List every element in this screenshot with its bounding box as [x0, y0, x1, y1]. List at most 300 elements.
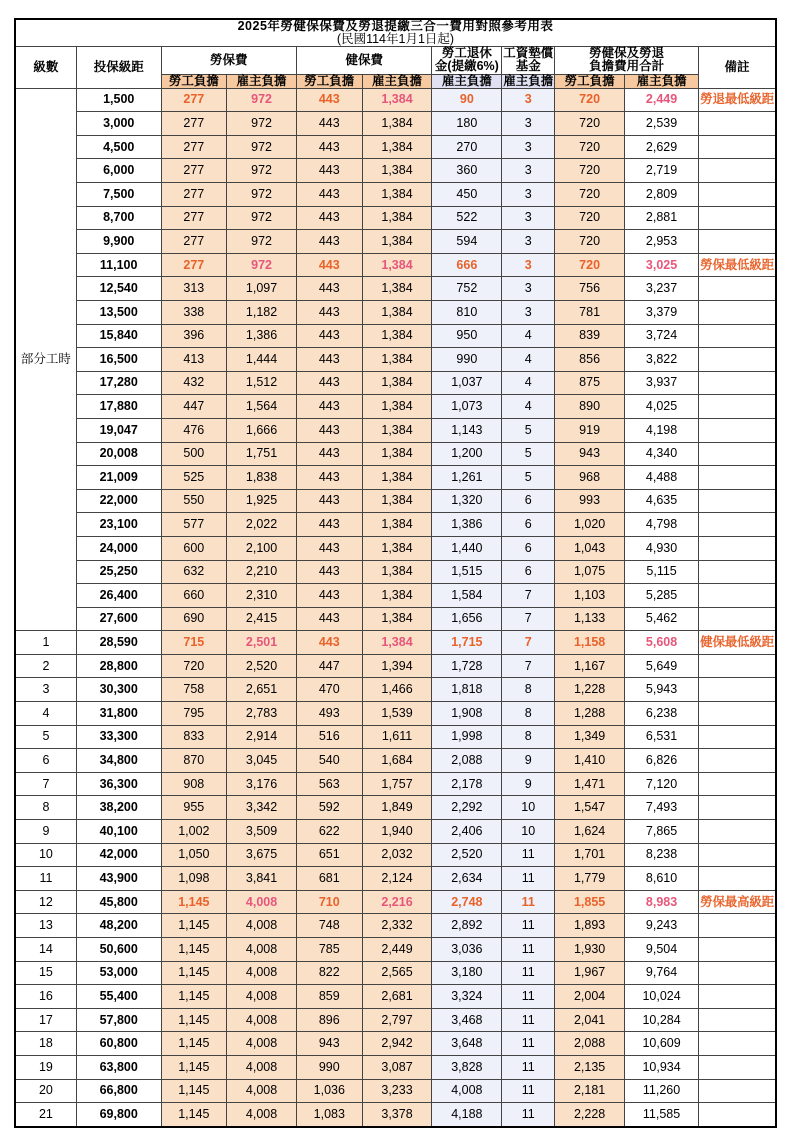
cell-health-ins-employer: 1,384 — [362, 112, 432, 136]
cell-total-employee: 2,135 — [555, 1055, 625, 1079]
cell-labor-ins-employer: 4,008 — [227, 1079, 297, 1103]
cell-labor-ins-employer: 4,008 — [227, 938, 297, 962]
wage-line-1: 工資墊償 — [503, 46, 554, 61]
cell-remark — [699, 348, 776, 372]
cell-health-ins-employer: 1,384 — [362, 135, 432, 159]
col-header-health-insurance: 健保費 — [296, 47, 431, 74]
table-row — [15, 961, 776, 985]
cell-remark — [699, 159, 776, 183]
cell-labor-ins-employee: 632 — [161, 560, 227, 584]
cell-total-employer: 7,865 — [625, 820, 699, 844]
cell-labor-ins-employer: 4,008 — [227, 890, 297, 914]
cell-bracket: 1,500 — [76, 88, 161, 112]
cell-health-ins-employee: 493 — [296, 702, 362, 726]
cell-labor-ins-employee: 413 — [161, 348, 227, 372]
cell-labor-ins-employer: 2,783 — [227, 702, 297, 726]
cell-health-ins-employer: 1,384 — [362, 348, 432, 372]
cell-total-employee: 1,893 — [555, 914, 625, 938]
cell-bracket: 28,800 — [76, 654, 161, 678]
table-row — [15, 796, 776, 820]
cell-total-employer: 9,243 — [625, 914, 699, 938]
cell-labor-ins-employer: 1,838 — [227, 466, 297, 490]
cell-total-employee: 720 — [555, 230, 625, 254]
cell-health-ins-employer: 2,565 — [362, 961, 432, 985]
cell-labor-ins-employee: 1,145 — [161, 938, 227, 962]
cell-total-employer: 9,764 — [625, 961, 699, 985]
cell-remark — [699, 702, 776, 726]
cell-pension-employer: 3,828 — [432, 1055, 502, 1079]
cell-bracket: 45,800 — [76, 890, 161, 914]
cell-bracket: 31,800 — [76, 702, 161, 726]
cell-total-employee: 2,004 — [555, 985, 625, 1009]
table-row — [15, 466, 776, 490]
cell-labor-ins-employer: 3,841 — [227, 867, 297, 891]
cell-labor-ins-employee: 1,002 — [161, 820, 227, 844]
cell-pension-employer: 1,715 — [432, 631, 502, 655]
cell-health-ins-employee: 443 — [296, 489, 362, 513]
cell-remark — [699, 1055, 776, 1079]
cell-labor-ins-employer: 4,008 — [227, 914, 297, 938]
cell-labor-ins-employer: 972 — [227, 183, 297, 207]
subheader-total-employee: 勞工負擔 — [555, 74, 625, 88]
cell-health-ins-employee: 443 — [296, 371, 362, 395]
cell-health-ins-employee: 443 — [296, 300, 362, 324]
cell-total-employer: 4,198 — [625, 418, 699, 442]
cell-wage-fund-employer: 3 — [502, 183, 555, 207]
doc-title: 2025年勞健保保費及勞退提繳三合一費用對照參考用表 — [237, 19, 554, 33]
cell-labor-ins-employer: 1,097 — [227, 277, 297, 301]
cell-pension-employer: 1,656 — [432, 607, 502, 631]
pension-line-1: 勞工退休 — [441, 46, 492, 61]
col-header-pension — [432, 47, 502, 74]
cell-bracket: 9,900 — [76, 230, 161, 254]
cell-bracket: 66,800 — [76, 1079, 161, 1103]
cell-labor-ins-employee: 1,145 — [161, 961, 227, 985]
doc-subtitle: (民國114年1月1日起) — [336, 32, 455, 47]
cell-total-employee: 1,228 — [555, 678, 625, 702]
cell-remark — [699, 206, 776, 230]
cell-health-ins-employee: 822 — [296, 961, 362, 985]
cell-health-ins-employee: 443 — [296, 112, 362, 136]
cell-labor-ins-employee: 955 — [161, 796, 227, 820]
cell-remark — [699, 300, 776, 324]
table-body — [15, 88, 776, 1127]
cell-health-ins-employee: 785 — [296, 938, 362, 962]
cell-labor-ins-employer: 2,022 — [227, 513, 297, 537]
cell-bracket: 19,047 — [76, 418, 161, 442]
cell-total-employee: 943 — [555, 442, 625, 466]
cell-health-ins-employee: 443 — [296, 159, 362, 183]
cell-bracket: 36,300 — [76, 772, 161, 796]
table-row — [15, 1055, 776, 1079]
cell-health-ins-employer: 2,332 — [362, 914, 432, 938]
cell-labor-ins-employer: 2,651 — [227, 678, 297, 702]
cell-pension-employer: 990 — [432, 348, 502, 372]
cell-grade: 8 — [15, 796, 76, 820]
cell-total-employer: 11,260 — [625, 1079, 699, 1103]
table-row — [15, 607, 776, 631]
table-row — [15, 890, 776, 914]
col-header-grade: 級數 — [15, 47, 76, 88]
cell-grade: 20 — [15, 1079, 76, 1103]
cell-health-ins-employee: 859 — [296, 985, 362, 1009]
cell-labor-ins-employee: 600 — [161, 536, 227, 560]
cell-bracket: 48,200 — [76, 914, 161, 938]
cell-total-employer: 4,635 — [625, 489, 699, 513]
cell-remark — [699, 654, 776, 678]
cell-remark — [699, 183, 776, 207]
cell-total-employee: 1,158 — [555, 631, 625, 655]
cell-labor-ins-employer: 4,008 — [227, 1103, 297, 1127]
cell-labor-ins-employer: 2,914 — [227, 725, 297, 749]
cell-bracket: 57,800 — [76, 1008, 161, 1032]
cell-pension-employer: 1,386 — [432, 513, 502, 537]
cell-pension-employer: 1,998 — [432, 725, 502, 749]
cell-health-ins-employee: 896 — [296, 1008, 362, 1032]
table-row — [15, 702, 776, 726]
table-row — [15, 867, 776, 891]
cell-health-ins-employer: 2,032 — [362, 843, 432, 867]
cell-labor-ins-employee: 447 — [161, 395, 227, 419]
cell-health-ins-employee: 443 — [296, 607, 362, 631]
cell-health-ins-employee: 443 — [296, 536, 362, 560]
cell-bracket: 50,600 — [76, 938, 161, 962]
cell-pension-employer: 1,200 — [432, 442, 502, 466]
cell-pension-employer: 270 — [432, 135, 502, 159]
cell-labor-ins-employee: 277 — [161, 135, 227, 159]
cell-health-ins-employee: 748 — [296, 914, 362, 938]
cell-health-ins-employer: 1,466 — [362, 678, 432, 702]
cell-pension-employer: 1,037 — [432, 371, 502, 395]
cell-labor-ins-employee: 660 — [161, 584, 227, 608]
cell-total-employee: 1,133 — [555, 607, 625, 631]
cell-wage-fund-employer: 3 — [502, 135, 555, 159]
premium-reference-table — [14, 18, 777, 1128]
cell-pension-employer: 90 — [432, 88, 502, 112]
cell-health-ins-employer: 1,384 — [362, 607, 432, 631]
col-header-wage-fund — [502, 47, 555, 74]
cell-grade: 4 — [15, 702, 76, 726]
cell-remark — [699, 324, 776, 348]
cell-wage-fund-employer: 11 — [502, 961, 555, 985]
cell-health-ins-employer: 1,684 — [362, 749, 432, 773]
cell-pension-employer: 1,143 — [432, 418, 502, 442]
cell-bracket: 24,000 — [76, 536, 161, 560]
table-row — [15, 88, 776, 112]
table-row — [15, 418, 776, 442]
header-row-1 — [15, 47, 776, 74]
table-row — [15, 371, 776, 395]
cell-health-ins-employer: 1,384 — [362, 324, 432, 348]
cell-pension-employer: 3,180 — [432, 961, 502, 985]
cell-remark — [699, 985, 776, 1009]
cell-wage-fund-employer: 3 — [502, 88, 555, 112]
cell-health-ins-employer: 1,384 — [362, 88, 432, 112]
cell-bracket: 33,300 — [76, 725, 161, 749]
cell-total-employee: 720 — [555, 112, 625, 136]
cell-total-employer: 6,826 — [625, 749, 699, 773]
cell-wage-fund-employer: 7 — [502, 631, 555, 655]
cell-wage-fund-employer: 3 — [502, 112, 555, 136]
cell-remark — [699, 914, 776, 938]
cell-health-ins-employee: 443 — [296, 183, 362, 207]
cell-labor-ins-employer: 1,751 — [227, 442, 297, 466]
cell-health-ins-employer: 1,384 — [362, 230, 432, 254]
cell-total-employer: 2,629 — [625, 135, 699, 159]
cell-remark — [699, 1079, 776, 1103]
cell-grade: 21 — [15, 1103, 76, 1127]
cell-health-ins-employee: 443 — [296, 348, 362, 372]
cell-health-ins-employer: 1,384 — [362, 631, 432, 655]
cell-grade: 3 — [15, 678, 76, 702]
cell-wage-fund-employer: 5 — [502, 442, 555, 466]
table-row — [15, 914, 776, 938]
cell-remark — [699, 135, 776, 159]
cell-labor-ins-employer: 1,182 — [227, 300, 297, 324]
cell-remark — [699, 725, 776, 749]
cell-bracket: 23,100 — [76, 513, 161, 537]
cell-health-ins-employee: 516 — [296, 725, 362, 749]
cell-pension-employer: 2,088 — [432, 749, 502, 773]
table-row — [15, 938, 776, 962]
cell-health-ins-employer: 1,384 — [362, 442, 432, 466]
cell-total-employer: 4,930 — [625, 536, 699, 560]
cell-grade: 16 — [15, 985, 76, 1009]
cell-total-employee: 2,041 — [555, 1008, 625, 1032]
cell-total-employee: 2,181 — [555, 1079, 625, 1103]
cell-wage-fund-employer: 6 — [502, 560, 555, 584]
cell-pension-employer: 2,292 — [432, 796, 502, 820]
cell-health-ins-employer: 2,797 — [362, 1008, 432, 1032]
part-time-label: 部分工時 — [15, 88, 76, 631]
cell-health-ins-employee: 443 — [296, 466, 362, 490]
cell-grade: 1 — [15, 631, 76, 655]
cell-total-employer: 11,585 — [625, 1103, 699, 1127]
cell-health-ins-employee: 470 — [296, 678, 362, 702]
cell-health-ins-employer: 1,384 — [362, 584, 432, 608]
cell-labor-ins-employee: 833 — [161, 725, 227, 749]
cell-wage-fund-employer: 10 — [502, 820, 555, 844]
cell-labor-ins-employer: 1,386 — [227, 324, 297, 348]
cell-bracket: 63,800 — [76, 1055, 161, 1079]
cell-health-ins-employer: 1,384 — [362, 183, 432, 207]
cell-remark — [699, 678, 776, 702]
cell-grade: 19 — [15, 1055, 76, 1079]
cell-total-employer: 4,340 — [625, 442, 699, 466]
cell-labor-ins-employee: 277 — [161, 183, 227, 207]
table-row — [15, 206, 776, 230]
cell-health-ins-employer: 2,681 — [362, 985, 432, 1009]
cell-total-employer: 3,724 — [625, 324, 699, 348]
cell-wage-fund-employer: 6 — [502, 536, 555, 560]
cell-grade: 13 — [15, 914, 76, 938]
cell-labor-ins-employee: 476 — [161, 418, 227, 442]
cell-labor-ins-employer: 2,520 — [227, 654, 297, 678]
cell-wage-fund-employer: 6 — [502, 489, 555, 513]
total-line-2: 負擔費用合計 — [589, 59, 665, 74]
cell-remark — [699, 395, 776, 419]
cell-wage-fund-employer: 10 — [502, 796, 555, 820]
cell-labor-ins-employee: 690 — [161, 607, 227, 631]
cell-health-ins-employer: 1,384 — [362, 159, 432, 183]
cell-health-ins-employer: 1,394 — [362, 654, 432, 678]
cell-pension-employer: 1,440 — [432, 536, 502, 560]
table-row — [15, 985, 776, 1009]
subheader-total-employer: 雇主負擔 — [625, 74, 699, 88]
cell-bracket: 4,500 — [76, 135, 161, 159]
cell-labor-ins-employer: 3,675 — [227, 843, 297, 867]
cell-total-employer: 2,719 — [625, 159, 699, 183]
cell-wage-fund-employer: 4 — [502, 324, 555, 348]
cell-total-employee: 720 — [555, 206, 625, 230]
cell-total-employee: 1,471 — [555, 772, 625, 796]
cell-pension-employer: 3,648 — [432, 1032, 502, 1056]
table-row — [15, 230, 776, 254]
cell-grade: 7 — [15, 772, 76, 796]
cell-total-employee: 1,410 — [555, 749, 625, 773]
table-row — [15, 489, 776, 513]
subheader-labor-ins-employee: 勞工負擔 — [161, 74, 227, 88]
cell-labor-ins-employee: 1,145 — [161, 1055, 227, 1079]
cell-labor-ins-employer: 2,100 — [227, 536, 297, 560]
cell-total-employer: 5,649 — [625, 654, 699, 678]
table-row — [15, 584, 776, 608]
cell-total-employee: 890 — [555, 395, 625, 419]
cell-total-employer: 8,238 — [625, 843, 699, 867]
cell-health-ins-employer: 1,384 — [362, 253, 432, 277]
cell-pension-employer: 180 — [432, 112, 502, 136]
cell-grade: 10 — [15, 843, 76, 867]
table-row — [15, 395, 776, 419]
cell-labor-ins-employee: 277 — [161, 112, 227, 136]
table-row — [15, 513, 776, 537]
cell-health-ins-employer: 1,611 — [362, 725, 432, 749]
cell-grade: 9 — [15, 820, 76, 844]
cell-labor-ins-employee: 277 — [161, 206, 227, 230]
cell-total-employee: 1,020 — [555, 513, 625, 537]
cell-health-ins-employer: 1,384 — [362, 300, 432, 324]
cell-pension-employer: 2,748 — [432, 890, 502, 914]
cell-total-employee: 1,967 — [555, 961, 625, 985]
cell-total-employer: 7,120 — [625, 772, 699, 796]
cell-labor-ins-employee: 758 — [161, 678, 227, 702]
table-row — [15, 772, 776, 796]
cell-bracket: 40,100 — [76, 820, 161, 844]
cell-labor-ins-employee: 870 — [161, 749, 227, 773]
cell-wage-fund-employer: 5 — [502, 418, 555, 442]
cell-remark — [699, 418, 776, 442]
cell-bracket: 26,400 — [76, 584, 161, 608]
cell-total-employer: 8,983 — [625, 890, 699, 914]
col-header-labor-insurance: 勞保費 — [161, 47, 296, 74]
cell-total-employer: 4,488 — [625, 466, 699, 490]
cell-health-ins-employer: 2,449 — [362, 938, 432, 962]
subtitle-row — [15, 33, 776, 47]
cell-health-ins-employer: 1,940 — [362, 820, 432, 844]
cell-labor-ins-employee: 313 — [161, 277, 227, 301]
cell-pension-employer: 594 — [432, 230, 502, 254]
cell-remark — [699, 536, 776, 560]
cell-labor-ins-employee: 1,145 — [161, 1008, 227, 1032]
cell-bracket: 7,500 — [76, 183, 161, 207]
wage-line-2: 基金 — [515, 59, 541, 74]
cell-bracket: 38,200 — [76, 796, 161, 820]
cell-labor-ins-employer: 3,176 — [227, 772, 297, 796]
cell-wage-fund-employer: 7 — [502, 607, 555, 631]
cell-labor-ins-employer: 1,925 — [227, 489, 297, 513]
cell-labor-ins-employer: 972 — [227, 159, 297, 183]
table-row — [15, 560, 776, 584]
cell-labor-ins-employee: 338 — [161, 300, 227, 324]
cell-total-employer: 7,493 — [625, 796, 699, 820]
cell-total-employer: 8,610 — [625, 867, 699, 891]
cell-total-employer: 10,024 — [625, 985, 699, 1009]
cell-bracket: 25,250 — [76, 560, 161, 584]
cell-health-ins-employee: 443 — [296, 88, 362, 112]
cell-wage-fund-employer: 4 — [502, 348, 555, 372]
table-row — [15, 1032, 776, 1056]
cell-remark — [699, 867, 776, 891]
cell-total-employer: 4,798 — [625, 513, 699, 537]
cell-health-ins-employer: 1,384 — [362, 466, 432, 490]
cell-pension-employer: 1,073 — [432, 395, 502, 419]
cell-remark: 勞退最低級距 — [699, 88, 776, 112]
cell-labor-ins-employer: 972 — [227, 230, 297, 254]
cell-bracket: 15,840 — [76, 324, 161, 348]
cell-pension-employer: 2,178 — [432, 772, 502, 796]
cell-remark — [699, 560, 776, 584]
cell-labor-ins-employer: 972 — [227, 206, 297, 230]
cell-labor-ins-employee: 525 — [161, 466, 227, 490]
cell-health-ins-employer: 2,216 — [362, 890, 432, 914]
table-row — [15, 843, 776, 867]
cell-total-employee: 1,349 — [555, 725, 625, 749]
cell-remark — [699, 442, 776, 466]
subheader-labor-ins-employer: 雇主負擔 — [227, 74, 297, 88]
cell-wage-fund-employer: 11 — [502, 1079, 555, 1103]
subheader-health-ins-employee: 勞工負擔 — [296, 74, 362, 88]
cell-wage-fund-employer: 3 — [502, 277, 555, 301]
cell-wage-fund-employer: 9 — [502, 749, 555, 773]
cell-total-employer: 10,284 — [625, 1008, 699, 1032]
cell-health-ins-employee: 681 — [296, 867, 362, 891]
cell-health-ins-employer: 2,124 — [362, 867, 432, 891]
table-row — [15, 442, 776, 466]
cell-health-ins-employer: 1,384 — [362, 418, 432, 442]
cell-health-ins-employee: 651 — [296, 843, 362, 867]
cell-pension-employer: 1,728 — [432, 654, 502, 678]
cell-health-ins-employee: 540 — [296, 749, 362, 773]
cell-labor-ins-employer: 3,342 — [227, 796, 297, 820]
cell-labor-ins-employer: 2,310 — [227, 584, 297, 608]
cell-grade: 15 — [15, 961, 76, 985]
table-row — [15, 159, 776, 183]
cell-pension-employer: 1,908 — [432, 702, 502, 726]
cell-total-employer: 2,953 — [625, 230, 699, 254]
cell-health-ins-employee: 443 — [296, 395, 362, 419]
cell-pension-employer: 3,324 — [432, 985, 502, 1009]
cell-wage-fund-employer: 11 — [502, 843, 555, 867]
cell-pension-employer: 3,036 — [432, 938, 502, 962]
cell-labor-ins-employer: 972 — [227, 88, 297, 112]
cell-remark — [699, 230, 776, 254]
cell-total-employer: 5,608 — [625, 631, 699, 655]
cell-wage-fund-employer: 3 — [502, 159, 555, 183]
cell-pension-employer: 752 — [432, 277, 502, 301]
cell-total-employer: 2,449 — [625, 88, 699, 112]
cell-labor-ins-employer: 972 — [227, 135, 297, 159]
cell-pension-employer: 2,520 — [432, 843, 502, 867]
